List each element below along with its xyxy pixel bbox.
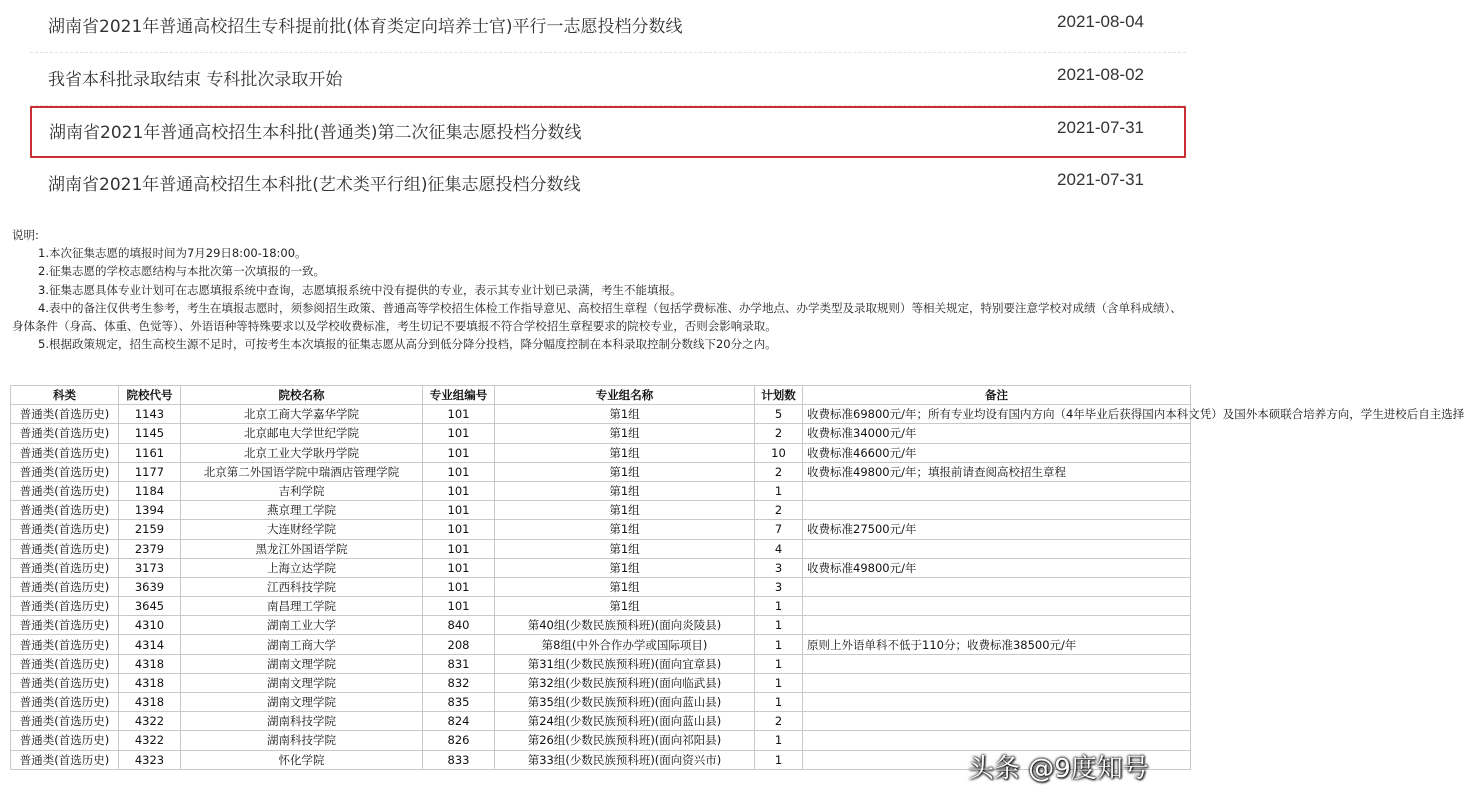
table-cell: 第1组: [495, 558, 755, 577]
table-cell: 1145: [119, 424, 181, 443]
table-cell: 101: [423, 539, 495, 558]
table-cell: 燕京理工学院: [181, 501, 423, 520]
news-item[interactable]: [30, 53, 1186, 106]
table-cell: [803, 712, 1191, 731]
table-cell: 101: [423, 597, 495, 616]
table-cell: 1184: [119, 481, 181, 500]
table-cell: 收费标准49800元/年；填报前请查阅高校招生章程: [803, 462, 1191, 481]
table-cell: 第1组: [495, 597, 755, 616]
table-cell: 2: [755, 424, 803, 443]
news-item[interactable]: [30, 0, 1186, 53]
table-cell: 1: [755, 481, 803, 500]
table-cell: 4322: [119, 712, 181, 731]
table-cell: 第1组: [495, 520, 755, 539]
table-cell: 普通类(首选历史): [11, 673, 119, 692]
news-title[interactable]: 湖南省2021年普通高校招生专科提前批(体育类定向培养士官)平行一志愿投档分数线: [48, 17, 683, 37]
table-cell: 4310: [119, 616, 181, 635]
table-cell: 101: [423, 520, 495, 539]
table-cell: 1: [755, 654, 803, 673]
table-cell: 835: [423, 693, 495, 712]
table-cell: 普通类(首选历史): [11, 405, 119, 424]
table-cell: 普通类(首选历史): [11, 577, 119, 596]
table-row: [11, 405, 1191, 424]
table-cell: 833: [423, 750, 495, 769]
table-cell: 收费标准34000元/年: [803, 424, 1191, 443]
table-cell: 第26组(少数民族预科班)(面向祁阳县): [495, 731, 755, 750]
table-cell: 第8组(中外合作办学或国际项目): [495, 635, 755, 654]
table-cell: 1: [755, 693, 803, 712]
note-item: 5.根据政策规定，招生高校生源不足时，可按考生本次填报的征集志愿从高分到低分降分投档，降分幅度控制在本科录取控制分数线下20分之内。: [38, 337, 777, 352]
table-cell: 4314: [119, 635, 181, 654]
table-cell: 1: [755, 673, 803, 692]
table-cell: 101: [423, 405, 495, 424]
news-title[interactable]: 湖南省2021年普通高校招生本科批(普通类)第二次征集志愿投档分数线: [49, 123, 582, 143]
table-cell: [803, 539, 1191, 558]
table-row: [11, 654, 1191, 673]
column-header: 备注: [803, 386, 1191, 405]
table-row: [11, 635, 1191, 654]
table-cell: 101: [423, 558, 495, 577]
table-cell: 北京邮电大学世纪学院: [181, 424, 423, 443]
table-row: [11, 616, 1191, 635]
table-cell: 北京工业大学耿丹学院: [181, 443, 423, 462]
table-cell: 第1组: [495, 577, 755, 596]
table-cell: 第1组: [495, 424, 755, 443]
table-cell: 1: [755, 750, 803, 769]
table-cell: 208: [423, 635, 495, 654]
table-cell: 第1组: [495, 501, 755, 520]
table-cell: 2379: [119, 539, 181, 558]
table-cell: 收费标准27500元/年: [803, 520, 1191, 539]
table-cell: 怀化学院: [181, 750, 423, 769]
table-cell: 1: [755, 597, 803, 616]
note-item: 3.征集志愿具体专业计划可在志愿填报系统中查询，志愿填报系统中没有提供的专业，表示其专业计划已录满，考生不能填报。: [38, 282, 682, 297]
table-cell: [803, 597, 1191, 616]
table-cell: 第1组: [495, 405, 755, 424]
table-cell: 吉利学院: [181, 481, 423, 500]
table-cell: 湖南科技学院: [181, 731, 423, 750]
column-header: 院校名称: [181, 386, 423, 405]
table-cell: 101: [423, 501, 495, 520]
table-cell: 普通类(首选历史): [11, 424, 119, 443]
table-cell: [803, 577, 1191, 596]
table-row: [11, 712, 1191, 731]
note-item: 4.表中的备注仅供考生参考，考生在填报志愿时，须参阅招生政策、普通高等学校招生体检工作指导意见、高校招生章程（包括学费标准、办学地点、办学类型及录取规则）等相关规定，特别要注意学校对成绩（含单科成绩）、身体条件（身高、体重、色觉等）、外语语种等特殊要求以及学校收费标准，考生切记不要填报不符合学校招生章程要求的院校专业，否则会影响录取。: [12, 300, 1182, 334]
table-cell: 上海立达学院: [181, 558, 423, 577]
table-cell: 湖南文理学院: [181, 693, 423, 712]
table-cell: 101: [423, 424, 495, 443]
table-cell: 3: [755, 558, 803, 577]
table-cell: 840: [423, 616, 495, 635]
table-cell: 1177: [119, 462, 181, 481]
table-header-row: [11, 386, 1191, 405]
table-cell: 普通类(首选历史): [11, 501, 119, 520]
column-header: 专业组编号: [423, 386, 495, 405]
table-cell: [803, 693, 1191, 712]
table-cell: 4318: [119, 693, 181, 712]
table-cell: 江西科技学院: [181, 577, 423, 596]
table-cell: 湖南工商大学: [181, 635, 423, 654]
admission-table: [10, 385, 1464, 770]
table-cell: 普通类(首选历史): [11, 481, 119, 500]
table-row: [11, 539, 1191, 558]
table-cell: 湖南文理学院: [181, 654, 423, 673]
table-cell: 第40组(少数民族预科班)(面向炎陵县): [495, 616, 755, 635]
table-cell: 南昌理工学院: [181, 597, 423, 616]
table-cell: [803, 654, 1191, 673]
table-row: [11, 558, 1191, 577]
table-cell: 第1组: [495, 462, 755, 481]
table-cell: 824: [423, 712, 495, 731]
watermark: 头条 @9度知号: [968, 754, 1149, 784]
table-cell: 普通类(首选历史): [11, 750, 119, 769]
table-cell: 第1组: [495, 481, 755, 500]
column-header: 专业组名称: [495, 386, 755, 405]
table-cell: 普通类(首选历史): [11, 712, 119, 731]
table-cell: 1161: [119, 443, 181, 462]
column-header: 科类: [11, 386, 119, 405]
table-cell: [803, 673, 1191, 692]
table-cell: 3: [755, 577, 803, 596]
table-cell: 826: [423, 731, 495, 750]
table-cell: 普通类(首选历史): [11, 616, 119, 635]
table-cell: 普通类(首选历史): [11, 462, 119, 481]
table-cell: 3645: [119, 597, 181, 616]
news-title[interactable]: 我省本科批录取结束 专科批次录取开始: [48, 70, 343, 90]
note-item: 2.征集志愿的学校志愿结构与本批次第一次填报的一致。: [38, 264, 325, 279]
table-cell: 1: [755, 616, 803, 635]
table-cell: 普通类(首选历史): [11, 654, 119, 673]
table-cell: 4322: [119, 731, 181, 750]
news-list: [30, 0, 1186, 210]
table-cell: 湖南工业大学: [181, 616, 423, 635]
table-cell: 4318: [119, 654, 181, 673]
table-cell: 7: [755, 520, 803, 539]
news-date: 2021-07-31: [1057, 118, 1144, 137]
table-cell: 收费标准49800元/年: [803, 558, 1191, 577]
notes-section: [12, 226, 1188, 353]
table-cell: 普通类(首选历史): [11, 443, 119, 462]
table-cell: 4: [755, 539, 803, 558]
table-cell: 1394: [119, 501, 181, 520]
table-row: [11, 501, 1191, 520]
table-cell: 1143: [119, 405, 181, 424]
table-cell: 第35组(少数民族预科班)(面向蓝山县): [495, 693, 755, 712]
table-row: [11, 443, 1191, 462]
news-item-highlighted[interactable]: [30, 106, 1186, 158]
table-cell: 101: [423, 443, 495, 462]
news-item[interactable]: [30, 158, 1186, 210]
table-cell: 大连财经学院: [181, 520, 423, 539]
table-cell: 1: [755, 731, 803, 750]
table-row: [11, 597, 1191, 616]
table-cell: 3639: [119, 577, 181, 596]
table-cell: 第24组(少数民族预科班)(面向蓝山县): [495, 712, 755, 731]
table-cell: 第33组(少数民族预科班)(面向资兴市): [495, 750, 755, 769]
table-cell: [803, 616, 1191, 635]
table-cell: 1: [755, 635, 803, 654]
table-cell: 832: [423, 673, 495, 692]
table-cell: 黑龙江外国语学院: [181, 539, 423, 558]
table-cell: 湖南科技学院: [181, 712, 423, 731]
notes-heading: 说明:: [12, 228, 39, 242]
news-date: 2021-08-04: [1057, 12, 1144, 31]
table-cell: 2159: [119, 520, 181, 539]
table-cell: 收费标准46600元/年: [803, 443, 1191, 462]
table-cell: 第31组(少数民族预科班)(面向宜章县): [495, 654, 755, 673]
column-header: 院校代号: [119, 386, 181, 405]
table-cell: 10: [755, 443, 803, 462]
table-cell: 湖南文理学院: [181, 673, 423, 692]
table-cell: 101: [423, 481, 495, 500]
table-row: [11, 577, 1191, 596]
table-row: [11, 693, 1191, 712]
note-item: 1.本次征集志愿的填报时间为7月29日8:00-18:00。: [38, 246, 307, 261]
table-cell: 4323: [119, 750, 181, 769]
table-row: [11, 424, 1191, 443]
table-cell: 第1组: [495, 443, 755, 462]
table-cell: [803, 501, 1191, 520]
table-cell: 普通类(首选历史): [11, 693, 119, 712]
table-cell: 普通类(首选历史): [11, 539, 119, 558]
column-header: 计划数: [755, 386, 803, 405]
table-cell: 北京工商大学嘉华学院: [181, 405, 423, 424]
table-row: [11, 520, 1191, 539]
table-cell: [803, 481, 1191, 500]
table-cell: 2: [755, 462, 803, 481]
table-cell: 101: [423, 577, 495, 596]
news-date: 2021-07-31: [1057, 170, 1144, 189]
table-cell: 831: [423, 654, 495, 673]
table-cell: 北京第二外国语学院中瑞酒店管理学院: [181, 462, 423, 481]
table-cell: 普通类(首选历史): [11, 520, 119, 539]
table-cell: 普通类(首选历史): [11, 558, 119, 577]
news-title[interactable]: 湖南省2021年普通高校招生本科批(艺术类平行组)征集志愿投档分数线: [48, 175, 581, 195]
table-cell: 第32组(少数民族预科班)(面向临武县): [495, 673, 755, 692]
table-cell: 第1组: [495, 539, 755, 558]
table-row: [11, 462, 1191, 481]
table-cell: 3173: [119, 558, 181, 577]
table-cell: 101: [423, 462, 495, 481]
table-row: [11, 673, 1191, 692]
table-cell: 收费标准69800元/年；所有专业均设有国内方向（4年毕业后获得国内本科文凭）及国外本硕联合培养方向，学生进校后自主选择: [803, 405, 1191, 424]
table-cell: 4318: [119, 673, 181, 692]
table-cell: 普通类(首选历史): [11, 597, 119, 616]
news-date: 2021-08-02: [1057, 65, 1144, 84]
table-row: [11, 481, 1191, 500]
table-cell: 普通类(首选历史): [11, 635, 119, 654]
table-cell: 5: [755, 405, 803, 424]
table-cell: 2: [755, 712, 803, 731]
table-cell: 原则上外语单科不低于110分；收费标准38500元/年: [803, 635, 1191, 654]
table-cell: 2: [755, 501, 803, 520]
table-cell: 普通类(首选历史): [11, 731, 119, 750]
